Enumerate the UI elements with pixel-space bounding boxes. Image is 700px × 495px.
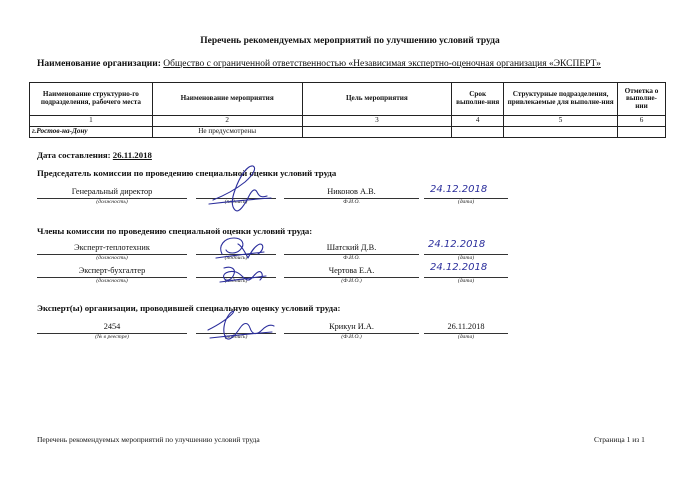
table-header-cell: Структурные подразделения, привлекаемые для выполне-ния xyxy=(504,83,618,116)
member-date-caption: (дата) xyxy=(457,255,475,261)
member-date-caption: (дата) xyxy=(457,278,475,284)
chair-name-caption: Ф.И.О. xyxy=(343,199,360,205)
organization-line xyxy=(37,59,601,69)
member-name-caption: (Ф.И.О.) xyxy=(341,278,362,284)
member-date: 24.12.2018 xyxy=(430,262,488,273)
table-number-cell: 3 xyxy=(302,116,452,127)
member-position: Эксперт-бухгалтер xyxy=(78,266,146,275)
member-position: Эксперт-теплотехник xyxy=(74,243,150,252)
table-cell xyxy=(302,127,452,138)
table-cell xyxy=(504,127,618,138)
chair-signature xyxy=(205,160,275,220)
chair-position-caption: (должность) xyxy=(96,199,128,205)
table-number-cell: 4 xyxy=(452,116,504,127)
expert-date-caption: (дата) xyxy=(457,334,475,340)
table-cell: Не предусмотрены xyxy=(152,127,302,138)
expert-date: 26.11.2018 xyxy=(447,322,485,331)
table-row xyxy=(30,127,666,138)
table-header-cell: Цель мероприятия xyxy=(302,83,452,116)
member-signature xyxy=(214,260,270,290)
table-header-cell: Отметка о выполне-нии xyxy=(618,83,666,116)
table-header-cell: Наименование структурно-го подразделения, рабочего места xyxy=(30,83,153,116)
expert-signature xyxy=(202,308,278,348)
chair-heading: Председатель комиссии по проведению специальной оценки условий труда xyxy=(37,168,337,178)
member-name-caption: Ф.И.О. xyxy=(343,255,360,261)
chair-signature-caption: (подпись) xyxy=(224,199,248,205)
expert-name-caption: (Ф.И.О.) xyxy=(341,334,362,340)
compilation-date-value: 26.11.2018 xyxy=(112,150,152,160)
table-number-row xyxy=(30,116,666,127)
members-heading: Члены комиссии по проведению специальной оценки условий труда: xyxy=(37,226,313,236)
member-name: Шатский Д.В. xyxy=(326,243,377,252)
organization-name: Общество с ограниченной ответственностью «Независимая экспертно-оценочная организация «ЭКСПЕРТ» xyxy=(163,59,601,69)
member-signature-caption: (подпись) xyxy=(224,255,248,261)
expert-registry-caption: (№ в реестре) xyxy=(95,334,129,340)
footer-page-number: Страница 1 из 1 xyxy=(594,435,645,444)
table-cell: г.Ростов-на-Дону xyxy=(30,127,153,138)
document-title: Перечень рекомендуемых мероприятий по улучшению условий труда xyxy=(200,36,500,46)
expert-name: Крикун И.А. xyxy=(329,322,374,331)
expert-signature-caption: (подпись) xyxy=(224,334,248,340)
chair-position: Генеральный директор xyxy=(71,187,153,196)
table-cell xyxy=(618,127,666,138)
member-position-caption: (должность) xyxy=(96,278,128,284)
member-signature-caption: (подпись) xyxy=(224,278,248,284)
expert-registry-number: 2454 xyxy=(103,322,121,331)
table-number-cell: 6 xyxy=(618,116,666,127)
footer-document-name: Перечень рекомендуемых мероприятий по улучшению условий труда xyxy=(37,435,260,444)
member-name: Чертова Е.А. xyxy=(328,266,375,275)
chair-date: 24.12.2018 xyxy=(430,184,488,195)
chair-name: Никонов А.В. xyxy=(327,187,376,196)
table-cell xyxy=(452,127,504,138)
table-number-cell: 1 xyxy=(30,116,153,127)
table-header-row xyxy=(30,83,666,116)
chair-date-caption: (дата) xyxy=(457,199,475,205)
expert-heading: Эксперт(ы) организации, проводившей специальную оценку условий труда: xyxy=(37,303,341,313)
member-position-caption: (должность) xyxy=(96,255,128,261)
member-date: 24.12.2018 xyxy=(428,239,486,250)
table-header-cell: Наименование мероприятия xyxy=(152,83,302,116)
table-number-cell: 5 xyxy=(504,116,618,127)
table-number-cell: 2 xyxy=(152,116,302,127)
compilation-date xyxy=(37,150,152,160)
table-header-cell: Срок выполне-ния xyxy=(452,83,504,116)
compilation-date-label: Дата составления: xyxy=(37,150,111,160)
organization-label: Наименование организации: xyxy=(37,59,161,69)
measures-table xyxy=(29,82,666,138)
